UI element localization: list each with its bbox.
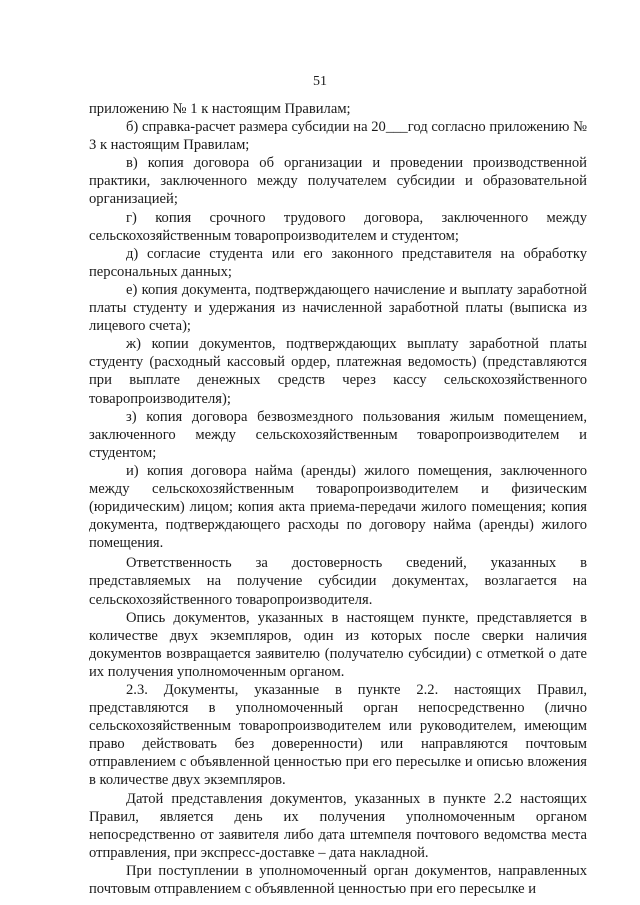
paragraph-section-2-3: 2.3. Документы, указанные в пункте 2.2. настоящих Правил, представляются в уполномоченный орган непосредственно (лично сельскохозяйственным товаропроизводителем или руководителем, имеющим право действовать без доверенности) или направляются почтовым отправлением с объявленной ценностью при его пересылке и описью вложения в количестве двух экземпляров. [89, 682, 587, 789]
list-item-d: д) согласие студента или его законного представителя на обработку персональных данных; [89, 245, 587, 280]
document-body [89, 100, 587, 898]
list-item-i: и) копия договора найма (аренды) жилого помещения, заключенного между сельскохозяйственным товаропроизводителем и физическим (юридическим) лицом; копия акта приема-передачи жилого помещения; копия документа, подтверждающего расходы по договору найма (аренды) жилого помещения. [89, 462, 587, 552]
paragraph-responsibility: Ответственность за достоверность сведений, указанных в представляемых на получение субсидии документах, возлагается на сельскохозяйственного товаропроизводителя. [89, 555, 587, 608]
paragraph-inventory: Опись документов, указанных в настоящем пункте, представляется в количестве двух экземпляров, один из которых после сверки наличия документов возвращается заявителю (получателю субсидии) с отметкой о дате их получения уполномоченным органом. [89, 609, 587, 680]
list-item-e: е) копия документа, подтверждающего начисление и выплату заработной платы студенту и удержания из начисленной заработной платы (выписка из лицевого счета); [89, 281, 587, 335]
list-item-b: б) справка-расчет размера субсидии на 20___год согласно приложению № 3 к настоящим Правилам; [89, 119, 587, 154]
paragraph-submission-date: Датой представления документов, указанных в пункте 2.2 настоящих Правил, является день их получения уполномоченным органом непосредственно от заявителя либо дата штемпеля почтового ведомства места отправления, при экспресс-доставке – дата накладной. [89, 790, 587, 861]
list-item-g: г) копия срочного трудового договора, заключенного между сельскохозяйственным товаропроизводителем и студентом; [89, 209, 587, 244]
page-number: 51 [313, 74, 327, 89]
list-item-z: з) копия договора безвозмездного пользования жилым помещением, заключенного между сельскохозяйственным товаропроизводителем и студентом; [89, 408, 587, 461]
paragraph-postal-receipt: При поступлении в уполномоченный орган документов, направленных почтовым отправлением с объявленной ценностью при его пересылке и [89, 862, 587, 898]
list-item-zh: ж) копии документов, подтверждающих выплату заработной платы студенту (расходный кассовый ордер, платежная ведомость) (представляются при выплате денежных средств через кассу сельскохозяйственного товаропроизводителя); [89, 336, 587, 407]
paragraph-continuation: приложению № 1 к настоящим Правилам; [89, 101, 351, 117]
list-item-v: в) копия договора об организации и проведении производственной практики, заключенного между получателем субсидии и образовательной организацией; [89, 155, 587, 208]
